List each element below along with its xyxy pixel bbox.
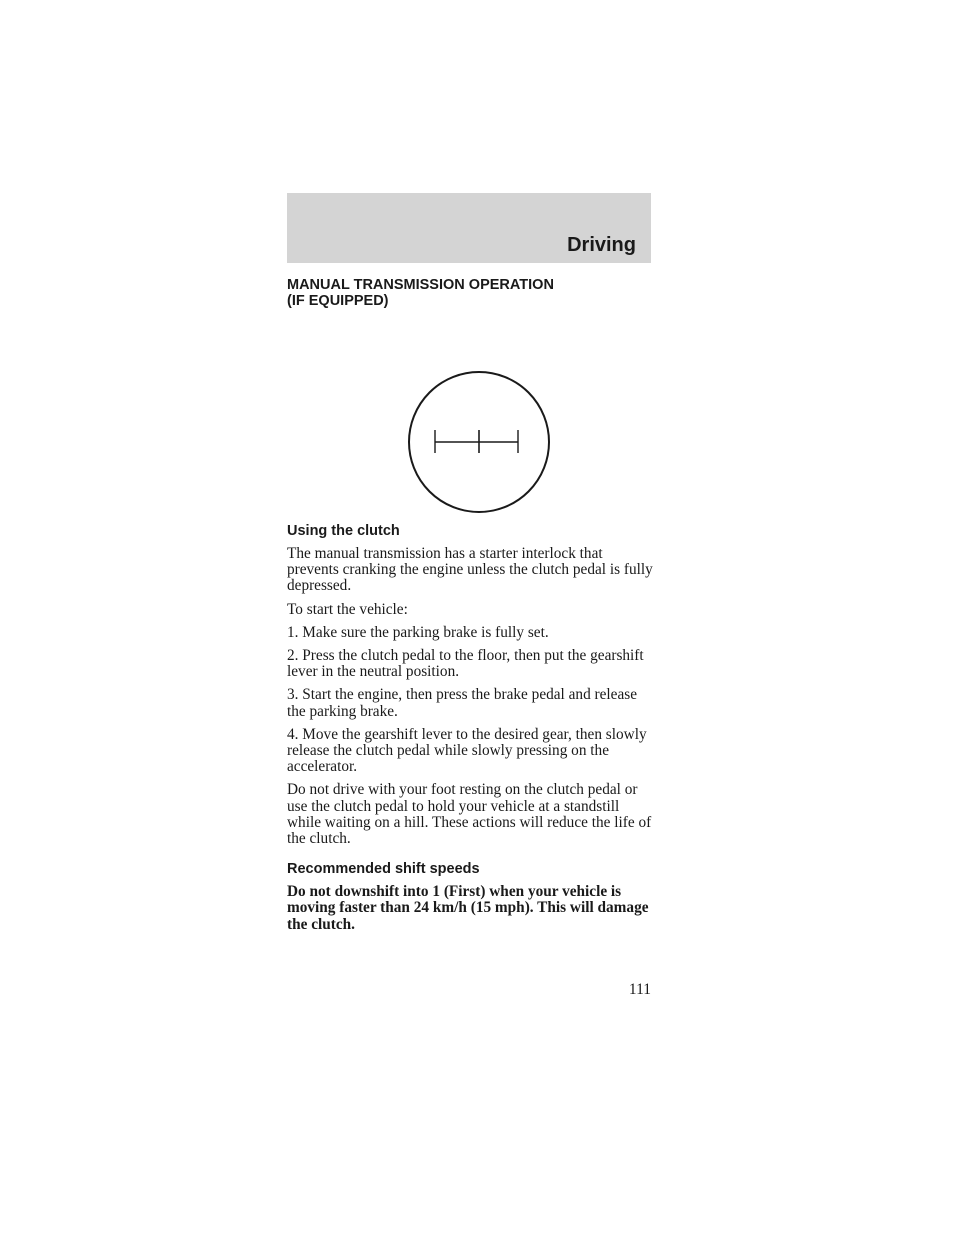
shift-warning: Do not downshift into 1 (First) when your vehicle is moving faster than 24 km/h (15 mph). This will damage the clutch. <box>287 883 649 933</box>
step-3: 3. Start the engine, then press the brake pedal and release the parking brake. <box>287 686 637 720</box>
clutch-intro: The manual transmission has a starter interlock that prevents cranking the engine unless the clutch pedal is fully depressed. <box>287 545 653 595</box>
section-title-line-2: (IF EQUIPPED) <box>287 293 389 309</box>
section-title <box>287 277 653 309</box>
clutch-heading: Using the clutch <box>287 523 400 539</box>
step-2: 2. Press the clutch pedal to the floor, then put the gearshift lever in the neutral position. <box>287 647 644 681</box>
start-prompt: To start the vehicle: <box>287 600 408 618</box>
header-band <box>287 193 651 263</box>
clutch-indicator-icon <box>406 371 552 517</box>
page-content <box>287 277 653 940</box>
step-4: 4. Move the gearshift lever to the desired gear, then slowly release the clutch pedal while slowly pressing on the accelerator. <box>287 725 647 776</box>
page-number: 111 <box>628 981 651 998</box>
shift-heading: Recommended shift speeds <box>287 861 480 878</box>
chapter-title: Driving <box>567 234 636 256</box>
section-title-line-1: MANUAL TRANSMISSION OPERATION <box>287 277 554 293</box>
clutch-figure <box>287 323 653 519</box>
clutch-caution: Do not drive with your foot resting on the clutch pedal or use the clutch pedal to hold your vehicle at a standstill while waiting on a hill. These actions will reduce the life of the clutch. <box>287 781 652 848</box>
step-1: 1. Make sure the parking brake is fully set. <box>287 623 549 641</box>
